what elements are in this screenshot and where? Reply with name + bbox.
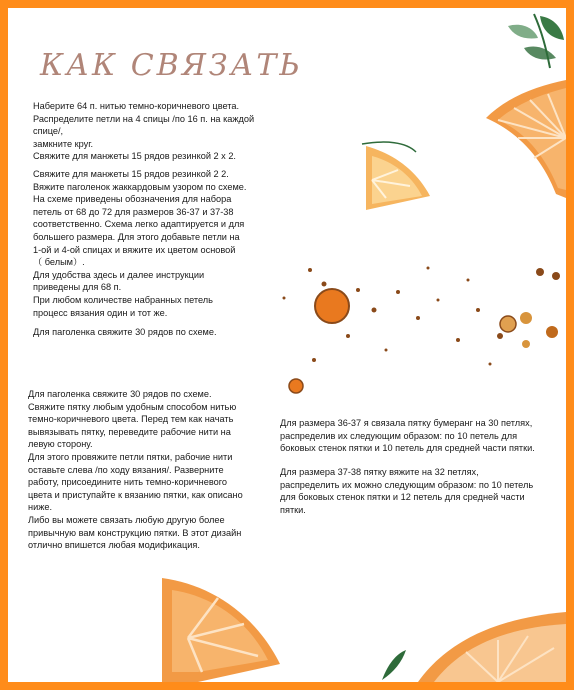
instruction-block-heel [28, 388, 278, 552]
text-line: Для этого провяжите петли пятки, рабочие нити [28, 451, 233, 462]
text-line: замкните круг. [33, 138, 94, 149]
text-line: распределив их следующим образом: по 10 петель для [280, 430, 518, 441]
text-line: привычную вам конструкцию пятки. В этот дизайн [28, 527, 242, 538]
text-line: работу, присоедините нить темно-коричневого [28, 477, 227, 488]
text-line: Для размера 37-38 пятку вяжите на 32 петлях, [280, 467, 479, 477]
text-line: ниже. [28, 502, 53, 513]
text-line: Для размера 36-37 я связала пятку бумеранг на 30 петлях, [280, 418, 533, 428]
text-line: Наберите 64 п. нитью темно-коричневого цвета. [33, 101, 240, 111]
text-line: пятки. [280, 504, 306, 515]
text-line: соответственно. Схема легко адаптируется и для [33, 219, 245, 230]
orange-wedge-icon [358, 136, 442, 220]
text-line: Для паголенка свяжите 30 рядов по схеме. [28, 389, 212, 399]
text-line: левую сторону. [28, 439, 93, 450]
text-line: При любом количестве набранных петель [33, 294, 213, 305]
text-line: 1-ой и 4-ой спицах и вяжите их цветом основой [33, 244, 236, 255]
orange-slice-icon [158, 568, 288, 682]
text-line: темно-коричневого цвета. Перед тем как начать [28, 414, 234, 425]
text-line: Либо вы можете связать любую другую более [28, 514, 225, 525]
text-line: петель от 68 до 72 для размеров 36-37 и 37-38 [33, 206, 234, 217]
text-line: боковых стенок пятки и 10 петель для средней части пятки. [280, 443, 535, 454]
text-line: Распределите петли на 4 спицы /по 16 п. на каждой спице/, [33, 113, 255, 137]
orange-slice-icon [438, 8, 566, 228]
instruction-block-size-37-38 [280, 466, 562, 516]
instruction-block-leg-rows [33, 326, 273, 339]
text-line: Свяжите для манжеты 15 рядов резинкой 2 2. [33, 169, 229, 179]
text-line: цвета и приступайте к вязанию пятки, как описано [28, 489, 243, 500]
text-line: Для паголенка свяжите 30 рядов по схеме. [33, 327, 217, 337]
instruction-block-size-36-37 [280, 417, 562, 455]
instruction-block-leg [33, 168, 273, 319]
text-line: большего размера. Для этого добавьте петли на [33, 231, 240, 242]
text-line: （ белым）. [33, 257, 85, 268]
text-line: Свяжите для манжеты 15 рядов резинкой 2 х 2. [33, 151, 236, 162]
text-line: распределить их можно следующим образом: по 10 петель [280, 479, 534, 490]
text-line: отлично впишется любая модификация. [28, 540, 200, 551]
instruction-block-cast-on [33, 100, 278, 163]
text-line: оставьте слева /по ходу вязания/. Разверните [28, 464, 224, 475]
paint-splatter-icon [278, 240, 566, 400]
text-line: Вяжите паголенок жаккардовым узором по схеме. [33, 181, 247, 192]
recipe-page [8, 8, 566, 682]
text-line: На схеме приведены обозначения для набора [33, 194, 232, 205]
text-line: приведены для 68 п. [33, 282, 122, 293]
text-line: Свяжите пятку любым удобным способом нитью [28, 401, 237, 412]
text-line: для боковых стенок пятки и 12 петель для средней части [280, 492, 525, 503]
text-line: процесс вязания один и тот же. [33, 307, 168, 318]
orange-slice-icon [378, 600, 566, 682]
text-line: Для удобства здесь и далее инструкции [33, 269, 205, 280]
page-title: КАК СВЯЗАТЬ [40, 48, 303, 83]
text-line: вывязывать пятку, переведите рабочие нити на [28, 426, 231, 437]
